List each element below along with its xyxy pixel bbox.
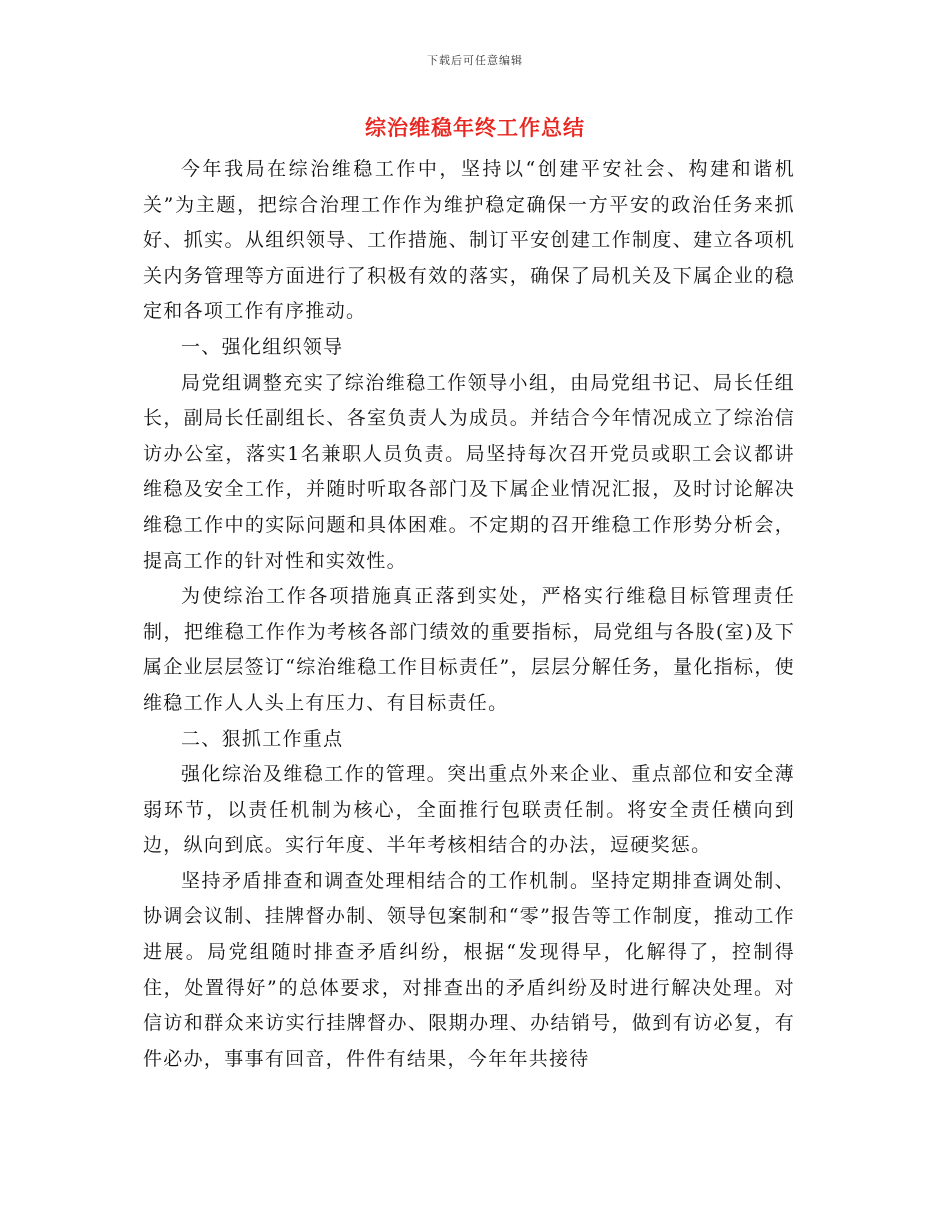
paragraph-management: 强化综治及维稳工作的管理。突出重点外来企业、重点部位和安全薄弱环节，以责任机制为核心，全面推行包联责任制。将安全责任横向到边，纵向到底。实行年度、半年考核相结合的办法，逗硬奖惩。	[143, 763, 795, 857]
paragraph-leadership: 局党组调整充实了综治维稳工作领导小组，由局党组书记、局长任组长，副局长任副组长、各室负责人为成员。并结合今年情况成立了综治信访办公室，落实1名兼职人员负责。局坚持每次召开党员或职工会议都讲维稳及安全工作，并随时听取各部门及下属企业情况汇报，及时讨论解决维稳工作中的实际问题和具体困难。不定期的召开维稳工作形势分析会，提高工作的针对性和实效性。	[143, 371, 795, 572]
paragraph-responsibility: 为使综治工作各项措施真正落到实处，严格实行维稳目标管理责任制，把维稳工作作为考核各部门绩效的重要指标，局党组与各股(室)及下属企业层层签订“综治维稳工作目标责任”，层层分解任务，量化指标，使维稳工作人人头上有压力、有目标责任。	[143, 585, 795, 714]
document-title: 综治维稳年终工作总结	[365, 115, 585, 140]
paragraph-mechanism: 坚持矛盾排查和调查处理相结合的工作机制。坚持定期排查调处制、协调会议制、挂牌督办制、领导包案制和“零”报告等工作制度，推动工作进展。局党组随时排查矛盾纠纷，根据“发现得早，化解得了，控制得住，处置得好”的总体要求，对排查出的矛盾纠纷及时进行解决处理。对信访和群众来访实行挂牌督办、限期办理、办结销号，做到有访必复，有件必办，事事有回音，件件有结果，今年年共接待	[143, 869, 795, 1070]
section-heading-2: 二、狠抓工作重点	[181, 727, 344, 750]
document-body	[143, 152, 795, 1077]
paragraph-intro: 今年我局在综治维稳工作中，坚持以“创建平安社会、构建和谐机关”为主题，把综合治理工作作为维护稳定确保一方平安的政治任务来抓好、抓实。从组织领导、工作措施、制订平安创建工作制度、建立各项机关内务管理等方面进行了积极有效的落实，确保了局机关及下属企业的稳定和各项工作有序推动。	[143, 158, 795, 323]
header-note: 下载后可任意编辑	[427, 54, 523, 67]
section-heading-1: 一、强化组织领导	[181, 335, 344, 358]
